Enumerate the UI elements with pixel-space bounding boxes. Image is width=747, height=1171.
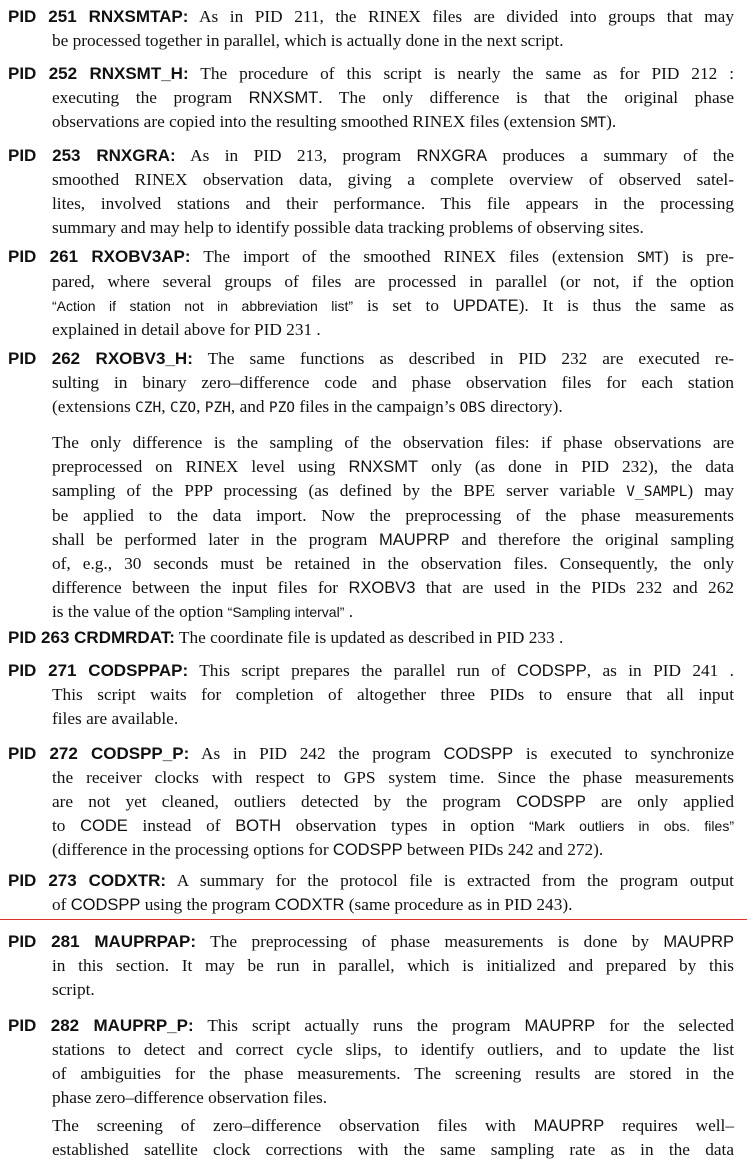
entry-text: phase zero–difference observation files. <box>52 1088 328 1107</box>
entry-text: lites, involved stations and their performance. This file appears in the processing <box>52 194 734 213</box>
paragraph-screening <box>8 1114 734 1162</box>
entry-text: (extensions CZH, CZO, PZH, and PZO files in the campaign’s OBS directory). <box>52 397 563 416</box>
page-divider <box>0 919 747 920</box>
entry-text: the receiver clocks with respect to GPS system time. Since the phase measurements <box>52 768 734 787</box>
entry-text: As in PID 211, the RINEX files are divided into groups that may <box>199 7 734 26</box>
entry-text: The procedure of this script is nearly the same as for PID 212 : <box>200 64 734 83</box>
entry-text: be processed together in parallel, which is actually done in the next script. <box>52 31 564 50</box>
pid-label: PID 253 RNXGRA: <box>8 146 176 165</box>
entry-pid-252 <box>8 62 734 135</box>
entry-text: of CODSPP using the program CODXTR (same procedure as in PID 243). <box>52 895 573 914</box>
pid-label: PID 262 RXOBV3_H: <box>8 349 193 368</box>
entry-text: The screening of zero–difference observation files with MAUPRP requires well– <box>52 1116 734 1135</box>
entry-text: script. <box>52 980 95 999</box>
entry-text: is the value of the option “Sampling interval” . <box>52 602 354 621</box>
entry-text: smoothed RINEX observation data, giving a complete overview of observed satel- <box>52 170 734 189</box>
entry-text: files are available. <box>52 709 179 728</box>
entry-pid-273: PID 273 CODXTR: A summary for the protocol file is extracted from the program output of CODSPP using the program CODXTR (same procedure as in PID 243). <box>8 869 734 917</box>
option-value: UPDATE <box>452 297 519 315</box>
entry-text: sampling of the PPP processing (as defined by the BPE server variable V_SAMPL) may <box>52 481 734 500</box>
entry-text: be applied to the data import. Now the preprocessing of the phase measurements <box>52 506 734 525</box>
pid-label: PID 271 CODSPPAP: <box>8 661 189 680</box>
entry-pid-253: PID 253 RNXGRA: As in PID 213, program RNXGRA produces a summary of the smoothed RINEX observation data, giving a complete overview of observed satel- lites, involved stations and their performance. This file appears in the processing summary and may help to identify possible data tracking problems of observing sites. <box>8 144 734 240</box>
pid-label: PID 282 MAUPRP_P: <box>8 1016 194 1035</box>
pid-label: PID 281 MAUPRPAP: <box>8 932 197 951</box>
entry-text: pared, where several groups of files are processed in parallel (or not, if the option <box>52 272 734 291</box>
entry-text: to CODE instead of BOTH observation types in option “Mark outliers in obs. files” <box>52 816 734 835</box>
pid-label: PID 263 CRDMRDAT: <box>8 628 175 647</box>
file-extension: SMT <box>579 115 607 131</box>
entry-pid-261: PID 261 RXOBV3AP: The import of the smoothed RINEX files (extension SMT) is pre- pared, where several groups of files are processed in parallel (or not, if the option “Action if station not in abbreviation list” is set to UPDATE). It is thus the same as explained in detail above for PID 231 . <box>8 245 734 342</box>
entry-text: difference between the input files for RXOBV3 that are used in the PIDs 232 and 262 <box>52 578 734 597</box>
pid-label: PID 272 CODSPP_P: <box>8 744 190 763</box>
entry-text: sulting in binary zero–difference code and phase observation files for each station <box>52 373 734 392</box>
entry-text: observations are copied into the resulting smoothed RINEX files (extension SMT). <box>52 112 617 131</box>
entry-pid-263: PID 263 CRDMRDAT: The coordinate file is updated as described in PID 233 . <box>8 628 564 647</box>
entry-text: executing the program RNXSMT. The only difference is that the original phase <box>52 88 735 107</box>
entry-text: shall be performed later in the program MAUPRP and therefore the original sampling <box>52 530 734 549</box>
program-name: RNXGRA <box>416 147 488 165</box>
pid-label: PID 273 CODXTR: <box>8 871 167 890</box>
entry-text: “Action if station not in abbreviation list” is set to UPDATE). It is thus the same as <box>52 296 734 315</box>
entry-pid-271: PID 271 CODSPPAP: This script prepares the parallel run of CODSPP, as in PID 241 . This script waits for completion of altogether three PIDs to ensure that all input files are available. <box>8 659 734 731</box>
entry-text: established satellite clock corrections with the same sampling rate as in the data <box>52 1140 734 1159</box>
pid-label: PID 251 RNXSMTAP: <box>8 7 189 26</box>
entry-text: (difference in the processing options for CODSPP between PIDs 242 and 272). <box>52 840 604 859</box>
entry-text: The only difference is the sampling of the observation files: if phase observations are <box>52 433 734 452</box>
program-name: RNXSMT <box>248 89 319 107</box>
entry-pid-262: PID 262 RXOBV3_H: The same functions as described in PID 232 are executed re- sulting in binary zero–difference code and phase observation files for each station (extensions CZH, CZO, PZH, and PZO files in the campaign’s OBS directory). <box>8 347 734 420</box>
entry-text: stations to detect and correct cycle slips, to identify outliers, and to update the list <box>52 1040 734 1059</box>
entry-pid-251 <box>8 5 734 53</box>
entry-pid-281: PID 281 MAUPRPAP: The preprocessing of phase measurements is done by MAUPRP in this section. It may be run in parallel, which is initialized and prepared by this script. <box>8 930 734 1002</box>
entry-text: This script waits for completion of altogether three PIDs to ensure that all input <box>52 685 734 704</box>
file-extension: SMT <box>636 250 664 266</box>
paragraph-sampling <box>8 431 734 624</box>
entry-text: of ambiguities for the phase measurements. The screening results are stored in the <box>52 1064 734 1083</box>
entry-text: preprocessed on RINEX level using RNXSMT only (as done in PID 232), the data <box>52 457 734 476</box>
entry-text: explained in detail above for PID 231 . <box>52 320 321 339</box>
pid-label: PID 252 RNXSMT_H: <box>8 64 189 83</box>
entry-pid-282: PID 282 MAUPRP_P: This script actually runs the program MAUPRP for the selected stations to detect and correct cycle slips, to identify outliers, and to update the list of ambiguities for the phase measurements. The screening results are stored in the phase zero–difference observation files. <box>8 1014 734 1110</box>
entry-text: summary and may help to identify possible data tracking problems of observing sites. <box>52 218 644 237</box>
entry-text: are not yet cleaned, outliers detected by the program CODSPP are only applied <box>52 792 734 811</box>
pid-label: PID 261 RXOBV3AP: <box>8 247 191 266</box>
entry-text: in this section. It may be run in parallel, which is initialized and prepared by this <box>52 956 734 975</box>
option-name: “Action if station not in abbreviation list” <box>52 298 354 314</box>
entry-pid-272: PID 272 CODSPP_P: As in PID 242 the program CODSPP is executed to synchronize the receiver clocks with respect to GPS system time. Since the phase measurements are not yet cleaned, outliers detected by the program CODSPP are only applied to CODE instead of BOTH observation types in option “Mark outliers in obs. files” (difference in the processing options for CODSPP between PIDs 242 and 272). <box>8 742 734 862</box>
entry-text: of, e.g., 30 seconds must be retained in the observation files. Consequently, the only <box>52 554 734 573</box>
